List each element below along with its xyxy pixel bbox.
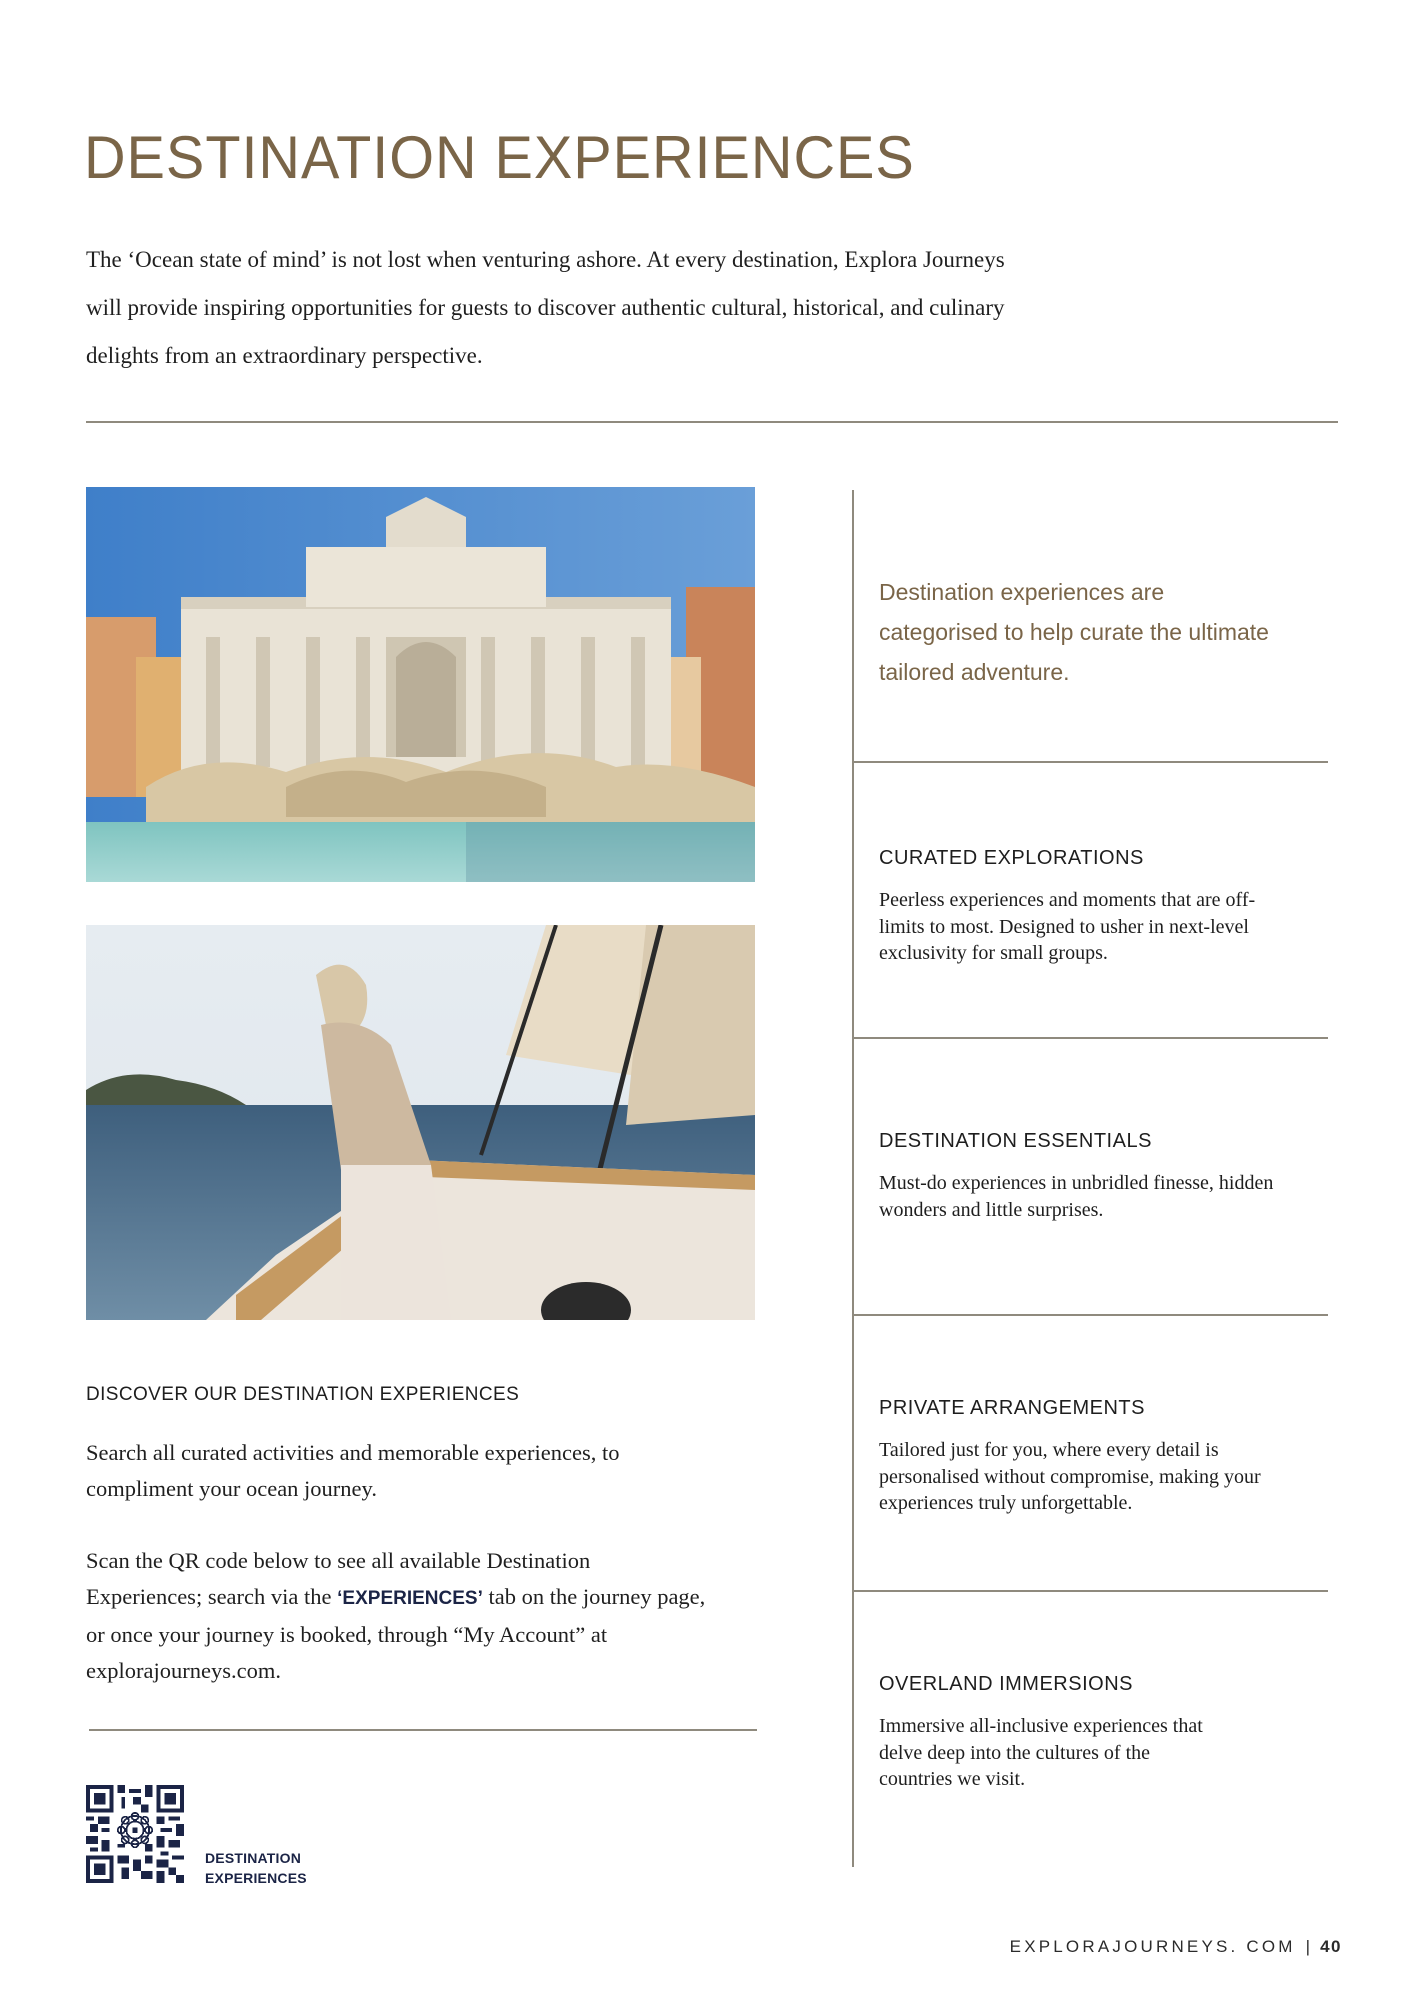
category-title: DESTINATION ESSENTIALS [879, 1130, 1152, 1152]
category-title: OVERLAND IMMERSIONS [879, 1673, 1133, 1695]
category-destination-essentials [879, 1130, 1299, 1223]
category-curated-explorations [879, 847, 1299, 967]
trevi-fountain-image [86, 487, 755, 882]
discover-heading: DISCOVER OUR DESTINATION EXPERIENCES [86, 1384, 520, 1405]
category-description: Must-do experiences in unbridled finesse, hidden wonders and little surprises. [879, 1172, 1274, 1221]
qr-label-line2: EXPERIENCES [205, 1870, 307, 1886]
category-overland-immersions [879, 1673, 1219, 1793]
category-divider-4 [852, 1590, 1328, 1592]
discover-divider [89, 1729, 757, 1731]
qr-code-icon[interactable] [86, 1785, 184, 1883]
category-description: Tailored just for you, where every detail is personalised without compromise, making your experiences truly unforgettable. [879, 1439, 1261, 1514]
footer-separator: | [1305, 1937, 1311, 1956]
trevi-fountain-photo [86, 487, 755, 882]
category-divider-1 [852, 761, 1328, 763]
page-footer [1010, 1937, 1342, 1957]
category-private-arrangements [879, 1397, 1299, 1517]
qr-code-graphic [86, 1785, 184, 1883]
qr-label-line1: DESTINATION [205, 1850, 302, 1866]
discover-paragraph-search: Search all curated activities and memorable experiences, to compliment your ocean journey. [86, 1440, 620, 1501]
discover-text-after: tab on the journey page, or once your journey is booked, through “My Account” at explorajourneys.com. [86, 1584, 706, 1683]
category-description: Peerless experiences and moments that are off-limits to most. Designed to usher in next-level exclusivity for small groups. [879, 889, 1256, 964]
sailing-image [86, 925, 755, 1320]
qr-code-label [205, 1848, 307, 1888]
page-number: 40 [1320, 1937, 1342, 1956]
page-title: DESTINATION EXPERIENCES [84, 124, 915, 191]
top-divider [86, 421, 1338, 423]
discover-paragraph-qr [86, 1543, 706, 1689]
category-description: Immersive all-inclusive experiences that delve deep into the cultures of the countries we visit. [879, 1715, 1203, 1790]
categories-lead: Destination experiences are categorised to help curate the ultimate tailored adventure. [879, 579, 1269, 685]
discover-text-before: Scan the QR code below to see all available Destination Experiences; search via the [86, 1548, 591, 1609]
experiences-tab-label: ‘EXPERIENCES’ [337, 1588, 483, 1609]
category-title: CURATED EXPLORATIONS [879, 847, 1144, 869]
category-divider-2 [852, 1037, 1328, 1039]
right-column-rule [852, 490, 854, 1867]
footer-site-link[interactable]: EXPLORAJOURNEYS. COM [1009, 1937, 1296, 1956]
category-title: PRIVATE ARRANGEMENTS [879, 1397, 1145, 1419]
sailing-photo [86, 925, 755, 1320]
intro-paragraph: The ‘Ocean state of mind’ is not lost when venturing ashore. At every destination, Explora Journeys will provide inspiring opportunities for guests to discover authentic cultural, historical, and culinary delights from an extraordinary perspective. [86, 247, 1005, 368]
category-divider-3 [852, 1314, 1328, 1316]
